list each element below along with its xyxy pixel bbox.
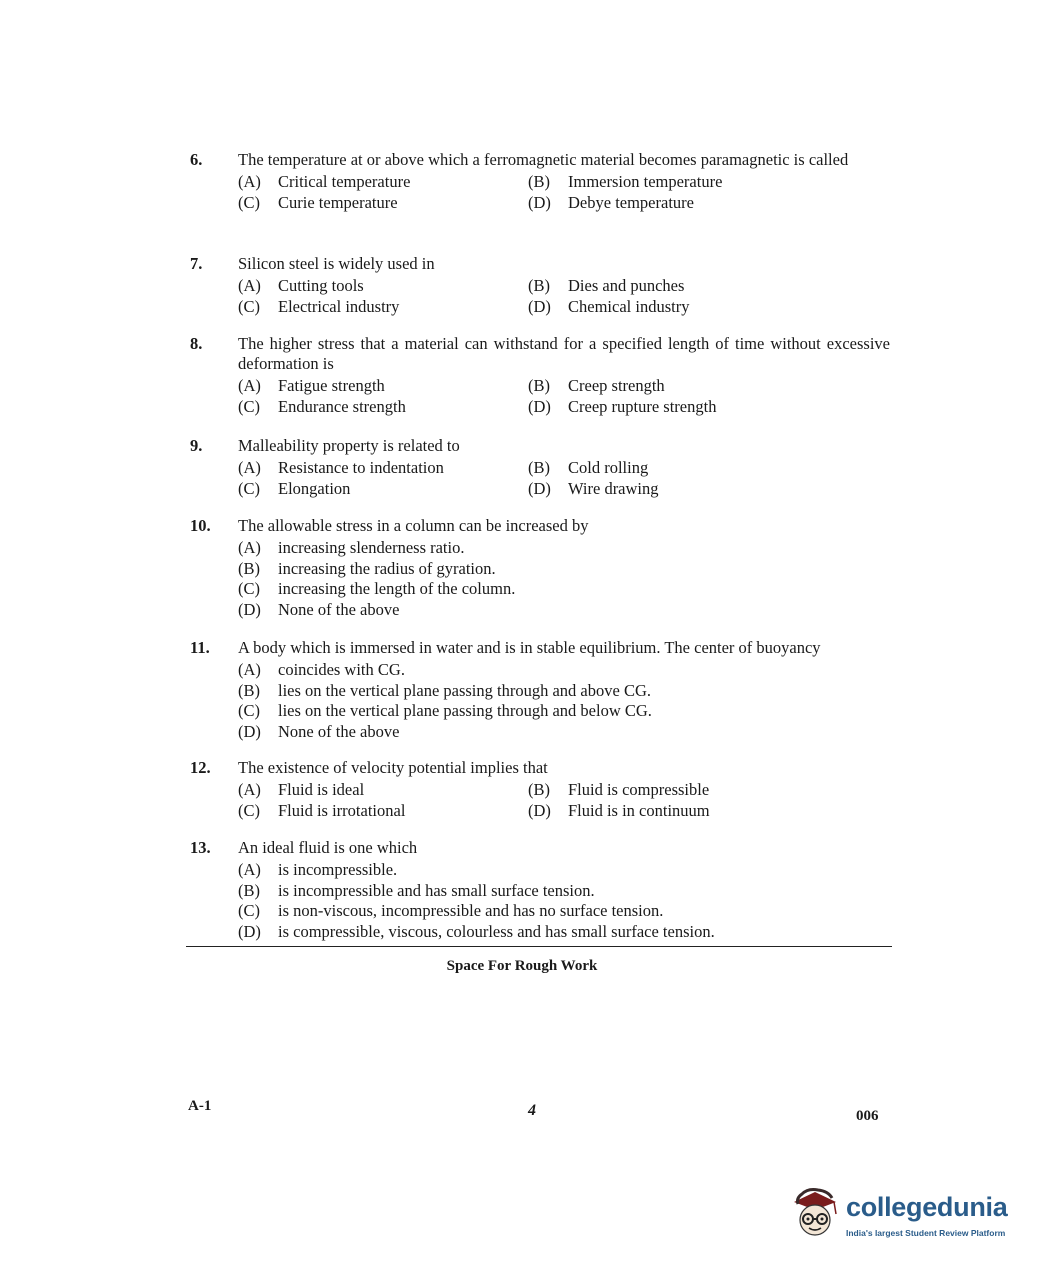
question-text: The existence of velocity potential implies that <box>238 758 548 777</box>
option-c: (C) Curie temperature <box>238 192 398 212</box>
rough-work-divider <box>186 946 892 947</box>
rough-work-label: Space For Rough Work <box>446 958 598 974</box>
option-a: (A) Fatigue strength <box>238 376 385 395</box>
question-number: 13. <box>190 838 211 857</box>
options <box>238 172 890 213</box>
question-10 <box>190 516 890 620</box>
option-a: (A) Fluid is ideal <box>238 780 365 799</box>
question-12 <box>190 758 890 821</box>
brand-tagline: India's largest Student Review Platform <box>846 1228 1006 1238</box>
question-text: Silicon steel is widely used in <box>238 254 435 273</box>
series-code: A-1 <box>188 1098 212 1114</box>
question-text: The higher stress that a material can withstand for a specified length of time without excessive deformation is <box>238 334 890 373</box>
option-c: (C) Elongation <box>238 478 351 498</box>
option-b: (B) Immersion temperature <box>528 172 723 191</box>
option-b: (B) is incompressible and has small surface tension. <box>238 880 595 900</box>
option-b: (B) Cold rolling <box>528 458 649 477</box>
options <box>238 276 890 317</box>
brand-name: collegedunia <box>846 1192 1008 1222</box>
options <box>238 780 890 821</box>
option-b: (B) Creep strength <box>528 376 665 395</box>
options <box>238 538 890 620</box>
option-c: (C) lies on the vertical plane passing through and below CG. <box>238 701 652 720</box>
options <box>238 458 890 499</box>
options <box>238 860 890 942</box>
question-11 <box>190 638 890 742</box>
options <box>238 376 890 417</box>
question-number: 12. <box>190 758 211 777</box>
collegedunia-watermark <box>788 1180 1028 1250</box>
option-d: (D) Creep rupture strength <box>528 396 717 416</box>
question-number: 8. <box>190 334 203 353</box>
question-6 <box>190 150 890 213</box>
option-c: (C) Endurance strength <box>238 396 406 416</box>
question-text: The temperature at or above which a ferromagnetic material becomes paramagnetic is called <box>238 150 849 169</box>
option-c: (C) Electrical industry <box>238 296 400 316</box>
option-b: (B) lies on the vertical plane passing through and above CG. <box>238 680 651 700</box>
option-a: (A) increasing slenderness ratio. <box>238 538 465 557</box>
option-a: (A) Resistance to indentation <box>238 458 444 477</box>
option-c: (C) increasing the length of the column. <box>238 579 516 598</box>
option-c: (C) Fluid is irrotational <box>238 800 406 820</box>
option-b: (B) Fluid is compressible <box>528 780 710 799</box>
option-c: (C) is non-viscous, incompressible and has no surface tension. <box>238 901 664 920</box>
option-d: (D) None of the above <box>238 721 400 741</box>
option-d: (D) is compressible, viscous, colourless and has small surface tension. <box>238 921 715 941</box>
option-b: (B) increasing the radius of gyration. <box>238 558 496 578</box>
question-number: 10. <box>190 516 211 535</box>
question-number: 6. <box>190 150 203 169</box>
option-a: (A) Cutting tools <box>238 276 364 295</box>
option-a: (A) coincides with CG. <box>238 660 405 679</box>
option-a: (A) Critical temperature <box>238 172 411 191</box>
option-d: (D) Chemical industry <box>528 296 690 316</box>
question-number: 9. <box>190 436 203 455</box>
option-d: (D) Fluid is in continuum <box>528 800 710 820</box>
option-d: (D) Wire drawing <box>528 478 659 498</box>
question-text: Malleability property is related to <box>238 436 460 455</box>
option-b: (B) Dies and punches <box>528 276 685 295</box>
student-mascot-icon <box>788 1182 842 1242</box>
option-d: (D) Debye temperature <box>528 192 694 212</box>
question-text: A body which is immersed in water and is in stable equilibrium. The center of buoyancy <box>238 638 821 657</box>
page-number: 4 <box>528 1102 536 1119</box>
question-8 <box>190 334 890 417</box>
question-number: 7. <box>190 254 203 273</box>
option-a: (A) is incompressible. <box>238 860 398 879</box>
question-13 <box>190 838 890 942</box>
question-9 <box>190 436 890 499</box>
question-number: 11. <box>190 638 210 657</box>
options <box>238 660 890 742</box>
paper-code: 006 <box>856 1108 879 1124</box>
question-7 <box>190 254 890 317</box>
question-text: The allowable stress in a column can be increased by <box>238 516 589 535</box>
option-d: (D) None of the above <box>238 599 400 619</box>
question-text: An ideal fluid is one which <box>238 838 418 857</box>
